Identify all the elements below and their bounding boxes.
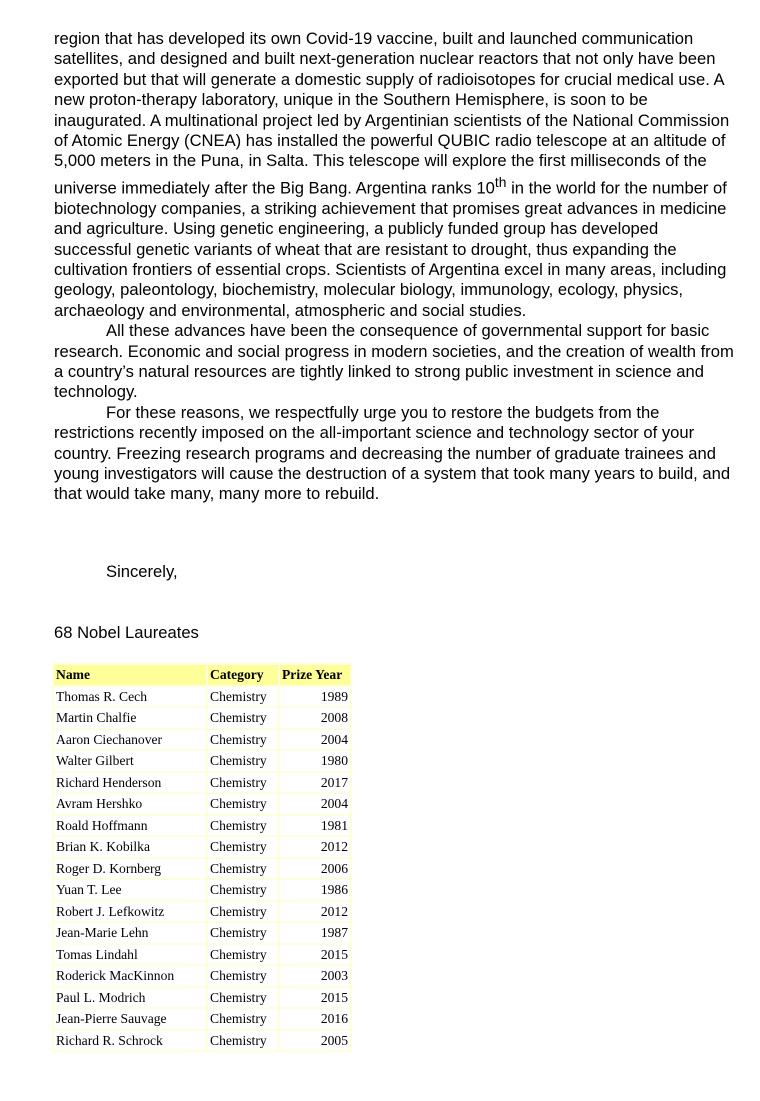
table-row	[54, 923, 350, 943]
signatories-label: 68 Nobel Laureates	[54, 623, 199, 642]
cell-category: Chemistry	[208, 708, 278, 728]
closing: Sincerely,	[106, 562, 178, 581]
cell-name: Thomas R. Cech	[54, 687, 206, 707]
cell-prize-year: 2012	[280, 902, 350, 922]
cell-name: Paul L. Modrich	[54, 988, 206, 1008]
cell-name: Brian K. Kobilka	[54, 837, 206, 857]
cell-category: Chemistry	[208, 730, 278, 750]
header-category: Category	[208, 665, 278, 685]
cell-prize-year: 1986	[280, 880, 350, 900]
cell-category: Chemistry	[208, 945, 278, 965]
table-row	[54, 837, 350, 857]
table-row	[54, 1009, 350, 1029]
table-row	[54, 988, 350, 1008]
cell-category: Chemistry	[208, 816, 278, 836]
cell-name: Richard R. Schrock	[54, 1031, 206, 1051]
cell-name: Martin Chalfie	[54, 708, 206, 728]
cell-prize-year: 1987	[280, 923, 350, 943]
cell-name: Aaron Ciechanover	[54, 730, 206, 750]
cell-name: Roger D. Kornberg	[54, 859, 206, 879]
table-row	[54, 816, 350, 836]
cell-prize-year: 1989	[280, 687, 350, 707]
table-header-row	[54, 665, 350, 685]
cell-prize-year: 1981	[280, 816, 350, 836]
cell-name: Jean-Pierre Sauvage	[54, 1009, 206, 1029]
cell-prize-year: 2006	[280, 859, 350, 879]
cell-name: Roald Hoffmann	[54, 816, 206, 836]
cell-name: Robert J. Lefkowitz	[54, 902, 206, 922]
table-row	[54, 945, 350, 965]
header-prize-year: Prize Year	[280, 665, 350, 685]
cell-category: Chemistry	[208, 751, 278, 771]
cell-category: Chemistry	[208, 1009, 278, 1029]
cell-prize-year: 2004	[280, 794, 350, 814]
paragraph-achievements: region that has developed its own Covid-19 vaccine, built and launched communication satellites, and designed and built next-generation nuclear reactors that not only have been exported but that will generate a domestic supply of radioisotopes for crucial medical use. A new proton-therapy laboratory, unique in the Southern Hemisphere, is soon to be inaugurated. A multinational project led by Argentinian scientists of the National Commission of Atomic Energy (CNEA) has installed the powerful QUBIC radio telescope at an altitude of 5,000 meters in the Puna, in Salta. This telescope will explore the first milliseconds of the universe immediately after the Big Bang. Argentina ranks 10th in the world for the number of biotechnology companies, a striking achievement that promises great advances in medicine and agriculture. Using genetic engineering, a publicly funded group has developed successful genetic variants of wheat that are resistant to drought, thus expanding the cultivation frontiers of essential crops. Scientists of Argentina excel in many areas, including geology, paleontology, biochemistry, molecular biology, immunology, ecology, physics, archaeology and environmental, atmospheric and social studies.	[54, 29, 730, 320]
cell-category: Chemistry	[208, 687, 278, 707]
table-row	[54, 773, 350, 793]
ordinal-suffix: th	[494, 173, 507, 190]
cell-category: Chemistry	[208, 1031, 278, 1051]
cell-name: Tomas Lindahl	[54, 945, 206, 965]
table-row	[54, 880, 350, 900]
cell-category: Chemistry	[208, 902, 278, 922]
laureates-table	[52, 663, 352, 1052]
cell-category: Chemistry	[208, 859, 278, 879]
paragraph-support: All these advances have been the consequence of governmental support for basic research. Economic and social progress in modern societies, and the creation of wealth from a country’s natural resources are tightly linked to strong public investment in science and technology.	[54, 321, 734, 402]
letter-body	[54, 29, 734, 505]
table-row	[54, 794, 350, 814]
table-body	[54, 687, 350, 1051]
cell-category: Chemistry	[208, 966, 278, 986]
cell-category: Chemistry	[208, 794, 278, 814]
cell-name: Roderick MacKinnon	[54, 966, 206, 986]
cell-name: Yuan T. Lee	[54, 880, 206, 900]
cell-category: Chemistry	[208, 988, 278, 1008]
table-row	[54, 859, 350, 879]
cell-name: Jean-Marie Lehn	[54, 923, 206, 943]
cell-category: Chemistry	[208, 773, 278, 793]
table-row	[54, 902, 350, 922]
cell-prize-year: 2008	[280, 708, 350, 728]
cell-prize-year: 2012	[280, 837, 350, 857]
cell-prize-year: 2004	[280, 730, 350, 750]
cell-name: Richard Henderson	[54, 773, 206, 793]
table-row	[54, 687, 350, 707]
cell-name: Avram Hershko	[54, 794, 206, 814]
table-row	[54, 966, 350, 986]
table-row	[54, 730, 350, 750]
header-name: Name	[54, 665, 206, 685]
cell-prize-year: 2015	[280, 988, 350, 1008]
cell-prize-year: 1980	[280, 751, 350, 771]
table-row	[54, 751, 350, 771]
table-row	[54, 708, 350, 728]
cell-prize-year: 2017	[280, 773, 350, 793]
cell-prize-year: 2015	[280, 945, 350, 965]
cell-prize-year: 2005	[280, 1031, 350, 1051]
cell-category: Chemistry	[208, 880, 278, 900]
cell-prize-year: 2003	[280, 966, 350, 986]
table-row	[54, 1031, 350, 1051]
cell-category: Chemistry	[208, 837, 278, 857]
cell-category: Chemistry	[208, 923, 278, 943]
cell-name: Walter Gilbert	[54, 751, 206, 771]
cell-prize-year: 2016	[280, 1009, 350, 1029]
paragraph-request: For these reasons, we respectfully urge you to restore the budgets from the restrictions recently imposed on the all-important science and technology sector of your country. Freezing research programs and decreasing the number of graduate trainees and young investigators will cause the destruction of a system that took many years to build, and that would take many, many more to rebuild.	[54, 402, 731, 504]
